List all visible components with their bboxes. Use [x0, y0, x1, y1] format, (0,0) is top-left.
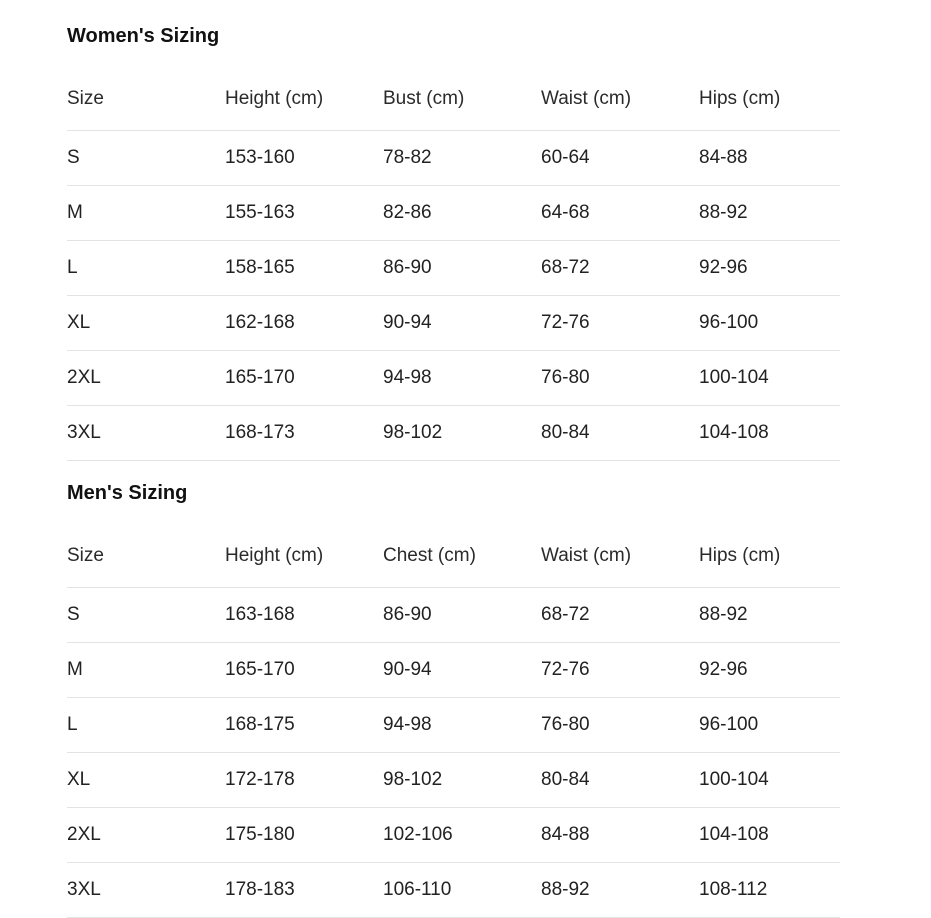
waist-cell: 80-84: [541, 422, 590, 443]
chest-cell: 90-94: [383, 659, 432, 680]
table-row: [67, 186, 840, 241]
column-header-size: Size: [67, 545, 104, 566]
table-row: [67, 296, 840, 351]
waist-cell: 76-80: [541, 714, 590, 735]
table-row: [67, 863, 840, 918]
size-cell: XL: [67, 769, 91, 790]
hips-cell: 84-88: [699, 147, 748, 168]
table-header-row: [67, 542, 840, 588]
size-cell: XL: [67, 312, 91, 333]
chest-cell: 106-110: [383, 879, 452, 900]
size-cell: S: [67, 604, 80, 625]
hips-cell: 88-92: [699, 604, 748, 625]
column-header-waist: Waist (cm): [541, 88, 632, 109]
height-cell: 165-170: [225, 659, 295, 680]
womens-size-table: [67, 85, 840, 461]
height-cell: 178-183: [225, 879, 295, 900]
height-cell: 168-173: [225, 422, 295, 443]
bust-cell: 86-90: [383, 257, 432, 278]
waist-cell: 88-92: [541, 879, 590, 900]
size-cell: M: [67, 659, 83, 680]
table-row: [67, 131, 840, 186]
chest-cell: 86-90: [383, 604, 432, 625]
womens-sizing-title: Women's Sizing: [67, 25, 220, 47]
column-header-waist: Waist (cm): [541, 545, 632, 566]
table-row: [67, 241, 840, 296]
table-row: [67, 406, 840, 461]
waist-cell: 68-72: [541, 257, 590, 278]
hips-cell: 100-104: [699, 367, 769, 388]
height-cell: 162-168: [225, 312, 295, 333]
table-row: [67, 588, 840, 643]
chest-cell: 102-106: [383, 824, 453, 845]
bust-cell: 94-98: [383, 367, 432, 388]
height-cell: 172-178: [225, 769, 295, 790]
table-row: [67, 351, 840, 406]
size-cell: 2XL: [67, 824, 101, 845]
size-cell: 2XL: [67, 367, 101, 388]
size-cell: 3XL: [67, 879, 101, 900]
bust-cell: 78-82: [383, 147, 432, 168]
mens-sizing-title: Men's Sizing: [67, 482, 188, 504]
size-cell: L: [67, 714, 78, 735]
column-header-bust: Bust (cm): [383, 88, 465, 109]
waist-cell: 68-72: [541, 604, 590, 625]
column-header-height: Height (cm): [225, 545, 324, 566]
column-header-chest: Chest (cm): [383, 545, 476, 566]
size-cell: L: [67, 257, 78, 278]
column-header-height: Height (cm): [225, 88, 324, 109]
table-row: [67, 643, 840, 698]
column-header-hips: Hips (cm): [699, 88, 781, 109]
table-row: [67, 808, 840, 863]
waist-cell: 60-64: [541, 147, 590, 168]
chest-cell: 98-102: [383, 769, 443, 790]
hips-cell: 100-104: [699, 769, 769, 790]
hips-cell: 96-100: [699, 312, 759, 333]
column-header-size: Size: [67, 88, 104, 109]
bust-cell: 98-102: [383, 422, 443, 443]
height-cell: 155-163: [225, 202, 295, 223]
waist-cell: 72-76: [541, 659, 590, 680]
hips-cell: 92-96: [699, 257, 748, 278]
bust-cell: 90-94: [383, 312, 432, 333]
height-cell: 165-170: [225, 367, 295, 388]
womens-sizing-section: [67, 24, 840, 461]
column-header-hips: Hips (cm): [699, 545, 781, 566]
height-cell: 168-175: [225, 714, 295, 735]
table-row: [67, 753, 840, 808]
hips-cell: 96-100: [699, 714, 759, 735]
hips-cell: 108-112: [699, 879, 768, 900]
mens-sizing-section: [67, 481, 840, 918]
chest-cell: 94-98: [383, 714, 432, 735]
height-cell: 158-165: [225, 257, 295, 278]
table-header-row: [67, 85, 840, 131]
size-cell: 3XL: [67, 422, 101, 443]
mens-size-table: [67, 542, 840, 918]
waist-cell: 84-88: [541, 824, 590, 845]
hips-cell: 92-96: [699, 659, 748, 680]
table-row: [67, 698, 840, 753]
waist-cell: 72-76: [541, 312, 590, 333]
hips-cell: 104-108: [699, 422, 769, 443]
waist-cell: 64-68: [541, 202, 590, 223]
height-cell: 163-168: [225, 604, 295, 625]
height-cell: 175-180: [225, 824, 295, 845]
size-cell: M: [67, 202, 83, 223]
height-cell: 153-160: [225, 147, 295, 168]
hips-cell: 88-92: [699, 202, 748, 223]
waist-cell: 80-84: [541, 769, 590, 790]
size-cell: S: [67, 147, 80, 168]
waist-cell: 76-80: [541, 367, 590, 388]
hips-cell: 104-108: [699, 824, 769, 845]
bust-cell: 82-86: [383, 202, 432, 223]
